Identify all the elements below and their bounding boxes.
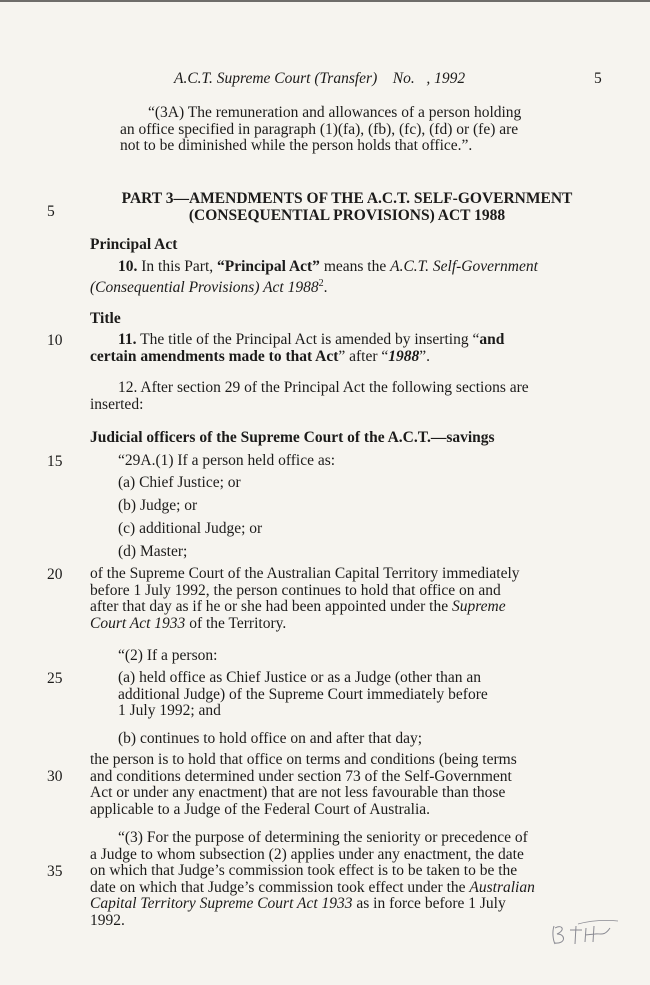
section-11-bold-and: and [479,331,505,348]
principal-act-term: “Principal Act” [217,258,320,275]
subsection-2-paragraph [90,752,604,818]
section-12 [90,380,604,413]
para-line: and conditions determined under section 73 of the Self-Government [90,767,512,785]
para-line: (a) held office as Chief Justice or as a Judge (other than an [118,669,481,686]
section-11-number: 11. [118,331,137,348]
subsection-3a-line2: an office specified in paragraph (1)(fa), (fb), (fc), (fd) or (fe) are [120,120,519,138]
subsection-3 [90,830,604,929]
section-11-line1 [90,332,604,349]
running-header: A.C.T. Supreme Court (Transfer) No. , 1992 [174,70,466,87]
margin-line-number: 10 [47,332,63,349]
margin-line-number: 30 [47,768,63,785]
para-line: a Judge to whom subsection (2) applies under any enactment, the date [90,845,524,863]
section-10-text-a: In this Part, [137,258,218,275]
act-title-italic: Supreme [451,598,506,615]
section-11-text: The title of the Principal Act is amended by inserting “ [136,331,480,348]
section-10-end: . [323,278,328,296]
act-title-italic: Australian [469,878,535,896]
section-10-text-b: means the [319,258,391,275]
subsection-3a-line1: “(3A) The remuneration and allowances of a person holding [148,104,522,121]
para-line [90,880,604,897]
para-text: after that day as if he or she had been appointed under the [90,598,452,615]
para-line: on which that Judge’s commission took effect is to be taken to be the [90,862,518,879]
list-item: (b) Judge; or [118,497,198,514]
part-3-heading-line2: (CONSEQUENTIAL PROVISIONS) ACT 1988 [188,207,506,224]
act-title-italic: Capital Territory Supreme Court Act 1933 [90,895,353,912]
margin-line-number: 35 [47,863,63,880]
para-line [90,896,604,913]
section-11-after: ” after “ [338,347,389,365]
judicial-officers-heading: Judicial officers of the Supreme Court of the A.C.T.—savings [90,429,495,446]
section-10-line1 [90,259,604,276]
margin-line-number: 25 [47,670,63,687]
footnote-marker: 2 [318,277,324,289]
subsection-2-intro: “(2) If a person: [118,647,218,664]
page-number: 5 [594,70,602,87]
section-12-text: After section 29 of the Principal Act the following sections are [137,379,529,396]
para-line: before 1 July 1992, the person continues to hold that office on and [90,581,501,599]
section-29a-paragraph [90,566,604,632]
part-3-heading [90,190,604,224]
subsection-2-item-b: (b) continues to hold office on and after that day; [118,730,423,747]
para-text: of the Territory. [185,614,287,632]
subsection-3a-line3: not to be diminished while the person holds that office.”. [120,137,473,154]
subsection-3a [90,105,604,155]
para-line: 1992. [90,911,125,929]
para-line: the person is to hold that office on terms and conditions (being terms [90,751,517,768]
margin-line-number: 5 [47,203,55,220]
list-item: (c) additional Judge; or [118,520,263,537]
section-10 [90,259,604,296]
section-11-end: ”. [419,347,431,365]
section-11 [90,332,604,365]
list-item: (a) Chief Justice; or [118,474,241,491]
section-11-year: 1988 [388,347,420,365]
subsection-2-item-a [118,670,604,720]
section-12-line1 [90,380,604,397]
list-item: (d) Master; [118,543,188,560]
section-10-number: 10. [118,258,138,275]
title-heading: Title [90,310,121,327]
para-line [90,616,604,633]
section-29a-intro: “29A.(1) If a person held office as: [118,452,336,469]
section-11-bold-phrase: certain amendments made to that Act [90,347,339,365]
margin-line-number: 15 [47,453,63,470]
handwritten-initials-icon [548,918,618,948]
act-name-line1: A.C.T. Self-Government [390,258,538,275]
section-10-line2 [90,276,604,297]
para-text: date on which that Judge’s commission took effect under the [90,878,470,896]
section-11-line2 [90,349,604,366]
margin-line-number: 20 [47,566,63,583]
para-line [90,599,604,616]
para-line: additional Judge) of the Supreme Court immediately before [118,685,488,703]
para-line: of the Supreme Court of the Australian Capital Territory immediately [90,565,520,582]
principal-act-heading: Principal Act [90,236,178,253]
section-12-number: 12. [118,379,138,396]
para-line: Act or under any enactment) that are not less favourable than those [90,784,506,801]
para-line: applicable to a Judge of the Federal Court of Australia. [90,800,431,818]
section-12-line2: inserted: [90,395,144,413]
act-name-line2: (Consequential Provisions) Act 1988 [90,278,319,296]
part-3-heading-line1: PART 3—AMENDMENTS OF THE A.C.T. SELF-GOVERNMENT [121,190,573,207]
para-text: as in force before 1 July [352,895,506,912]
para-line: 1 July 1992; and [118,702,221,719]
act-title-italic: Court Act 1933 [90,614,186,632]
para-line: “(3) For the purpose of determining the seniority or precedence of [118,829,528,846]
